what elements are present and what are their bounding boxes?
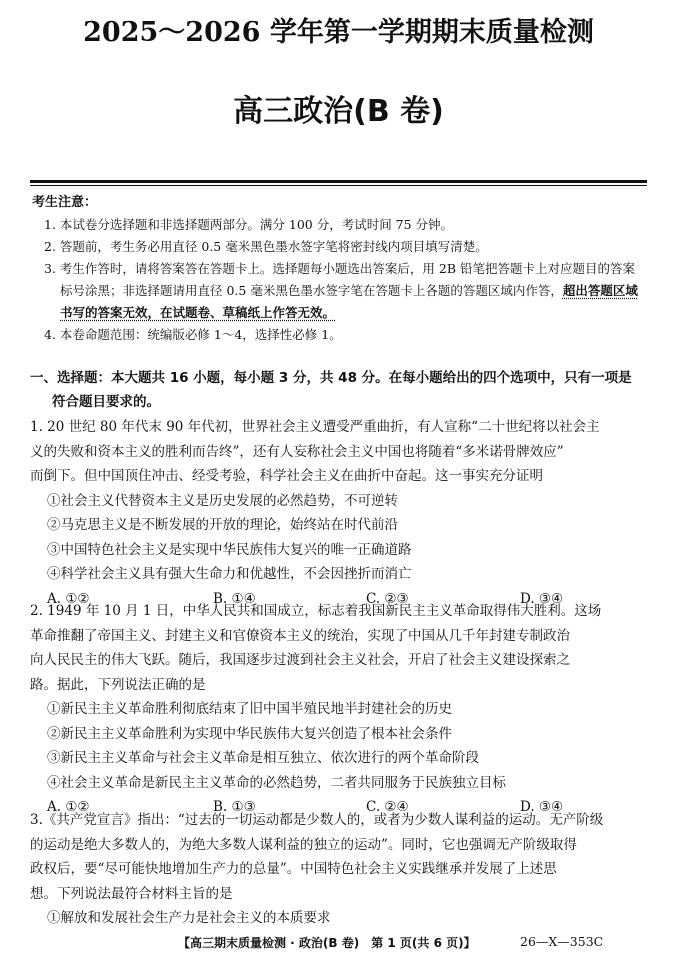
choice-d[interactable]: D. ③④: [520, 590, 564, 607]
statement: ①解放和发展社会生产力是社会主义的本质要求: [47, 910, 331, 926]
notice-text: 3. 考生作答时，请将答案答在答题卡上。选择题每小题选出答案后，用 2B 铅笔把答题卡上对应题目的答案标号涂黑；非选择题请用直径 0.5 毫米黑色墨水签字笔在答题卡上各题的答题区域内作答，: [44, 261, 635, 298]
stem-line: 革命推翻了帝国主义、封建主义和官僚资本主义的统治，实现了中国从几千年封建专制政治: [30, 627, 570, 644]
stem-line: 政权后，要“尽可能快地增加生产力的总量”。中国特色社会主义实践继承并发展了上述思: [30, 861, 557, 877]
question-3: [30, 808, 650, 931]
statement: ③新民主主义革命与社会主义革命是相互独立、依次进行的两个革命阶段: [47, 750, 479, 766]
notice-item: 4. 本卷命题范围：统编版必修 1～4，选择性必修 1。: [44, 327, 342, 342]
statement: ②马克思主义是不断发展的开放的理论，始终站在时代前沿: [47, 517, 398, 533]
stem-line: 路。据此，下列说法正确的是: [30, 676, 206, 693]
statement: ④科学社会主义具有强大生命力和优越性，不会因挫折而消亡: [47, 566, 412, 582]
divider: [30, 185, 647, 186]
question-stem: [30, 808, 650, 906]
stem-line: 3.《共产党宣言》指出：“过去的一切运动都是少数人的，或者为少数人谋利益的运动。无产阶级: [30, 812, 604, 828]
question-1: [30, 415, 650, 611]
stem-line: 义的失败和资本主义的胜利而告终”，还有人妄称社会主义中国也将随着“多米诺骨牌效应”: [30, 443, 564, 460]
subject-title: 高三政治(B 卷): [233, 94, 444, 129]
notice-item: [32, 258, 647, 324]
exam-title: 2025～2026 学年第一学期期末质量检测: [83, 17, 594, 48]
footer-code: 26—X—353C: [520, 934, 604, 949]
question-stem: [30, 599, 650, 697]
choice-b[interactable]: B. ①④: [213, 590, 256, 607]
section-heading-line: 符合题目要求的。: [52, 394, 160, 410]
notice-emphasis: 超出答题区域书写的答案无效，在试题卷、草稿纸上作答无效。: [60, 283, 638, 320]
choice-b[interactable]: B. ①③: [213, 799, 256, 815]
stem-line: 2. 1949 年 10 月 1 日，中华人民共和国成立，标志着我国新民主主义革命取得伟大胜利。这场: [30, 603, 602, 619]
notice-heading: 考生注意：: [32, 195, 98, 210]
stem-line: 1. 20 世纪 80 年代末 90 年代初，世界社会主义遭受严重曲折，有人宣称“二十世纪将以社会主: [30, 419, 600, 435]
footer-info: 【高三期末质量检测 · 政治(B 卷) 第 1 页(共 6 页)】: [178, 936, 476, 950]
choice-c[interactable]: C. ②④: [366, 799, 409, 815]
section-heading: [30, 366, 650, 414]
statement: ①新民主主义革命胜利彻底结束了旧中国半殖民地半封建社会的历史: [47, 701, 452, 717]
choice-d[interactable]: D. ③④: [520, 799, 564, 815]
stem-line: 的运动是绝大多数人的，为绝大多数人谋利益的独立的运动”。同时，它也强调无产阶级取得: [30, 836, 577, 853]
statement: ③中国特色社会主义是实现中华民族伟大复兴的唯一正确道路: [47, 541, 412, 558]
section-heading-line: 一、选择题：本大题共 16 小题，每小题 3 分，共 48 分。在每小题给出的四个选项中，只有一项是: [30, 370, 632, 386]
statement: ④社会主义革命是新民主主义革命的必然趋势，二者共同服务于民族独立目标: [47, 774, 506, 791]
stem-line: 向人民民主的伟大飞跃。随后，我国逐步过渡到社会主义社会，开启了社会主义建设探索之: [30, 652, 570, 668]
stem-line: 而倒下。但中国顶住冲击、经受考验，科学社会主义在曲折中奋起。这一事实充分证明: [30, 468, 543, 484]
statement: ②新民主主义革命胜利为实现中华民族伟大复兴创造了根本社会条件: [47, 725, 452, 742]
choice-c[interactable]: C. ②③: [366, 590, 409, 607]
divider: [30, 180, 647, 183]
choice-a[interactable]: A. ①②: [47, 590, 90, 607]
candidate-notice: [32, 192, 647, 346]
question-stem: [30, 415, 650, 489]
question-2: [30, 599, 650, 819]
choice-a[interactable]: A. ①②: [47, 799, 90, 815]
stem-line: 想。下列说法最符合材料主旨的是: [30, 885, 233, 902]
notice-item: 1. 本试卷分选择题和非选择题两部分。满分 100 分，考试时间 75 分钟。: [44, 217, 454, 232]
notice-item: 2. 答题前，考生务必用直径 0.5 毫米黑色墨水签字笔将密封线内项目填写清楚。: [44, 239, 488, 254]
statement: ①社会主义代替资本主义是历史发展的必然趋势，不可逆转: [47, 492, 398, 509]
